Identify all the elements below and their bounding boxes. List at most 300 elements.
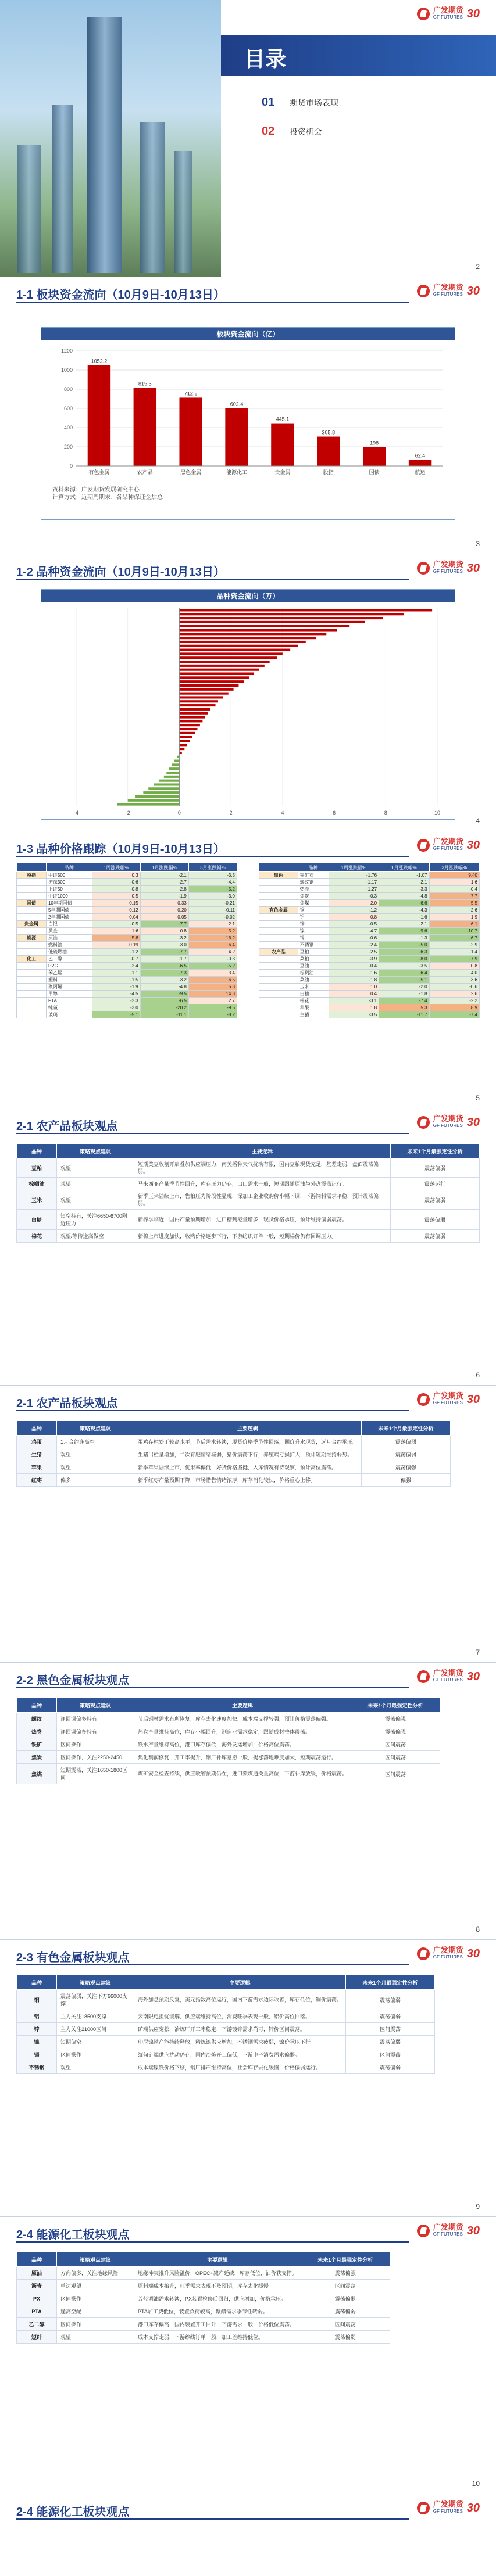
- column-header: 未来1个月最强定性分析: [346, 1975, 435, 1990]
- change-cell: -5.1: [379, 977, 429, 984]
- table-row: [17, 2318, 390, 2331]
- logic-cell: 矿端供应宽松，冶炼厂开工率稳定，下游镀锌需求尚可，锌价区间震荡。: [134, 2023, 346, 2036]
- chart-title: 品种资金流向（万）: [41, 590, 455, 602]
- slide-title: 2-2 黑色金属板块观点: [16, 1674, 130, 1687]
- change-cell: 5.3: [188, 984, 237, 991]
- change-cell: -11.7: [379, 1011, 429, 1018]
- toc-label: 投资机会: [289, 127, 322, 137]
- group-cell: 国债: [17, 900, 47, 907]
- group-cell: [17, 949, 47, 956]
- logic-cell: 生猪出栏量增加，二次育肥情绪减弱，猪价震荡下行，养殖端亏损扩大，预计短期维持弱势。: [134, 1448, 362, 1461]
- column-header: 主要逻辑: [134, 2252, 301, 2267]
- product-cell: 纯碱: [46, 1004, 92, 1011]
- column-header: 未来1个月最强定性分析: [301, 2252, 390, 2267]
- change-cell: 2.6: [429, 991, 479, 998]
- slide-title: 1-2 品种资金流向（10月9日-10月13日）: [16, 566, 225, 579]
- y-tick-label: 200: [63, 444, 73, 450]
- table-row: [17, 1461, 451, 1474]
- logo-mark-icon: [417, 8, 430, 20]
- logic-cell: 港口库存偏高，国内装置开工回升，下游需求一般，价格低位震荡。: [134, 2318, 301, 2331]
- change-cell: 5.5: [429, 900, 479, 907]
- category-cell: 不锈钢: [17, 2061, 57, 2074]
- strategy-cell: 区间操作: [57, 2292, 134, 2305]
- bar: [317, 437, 340, 466]
- change-cell: 0.8: [140, 928, 188, 935]
- group-cell: 有色金属: [259, 907, 298, 914]
- category-cell: 镍: [17, 2036, 57, 2048]
- change-cell: -7.3: [140, 970, 188, 977]
- slide-agri-2: [0, 1386, 496, 1663]
- change-cell: 7.7: [429, 893, 479, 900]
- bar: [143, 791, 179, 794]
- bar: [363, 447, 386, 466]
- change-cell: 0.5: [92, 893, 140, 900]
- opinion-table: [16, 1975, 435, 2074]
- brand-cn: 广发期货: [433, 1946, 463, 1954]
- outlook-cell: 震荡偏弱: [391, 1190, 480, 1210]
- strategy-cell: 单边观望: [57, 2280, 134, 2292]
- bar: [271, 424, 294, 466]
- bar: [179, 688, 233, 691]
- change-cell: -2.9: [429, 942, 479, 949]
- group-cell: 黑色: [259, 872, 298, 879]
- data-label: 62.4: [415, 453, 426, 459]
- price-table-left: [16, 863, 237, 1018]
- bar: [179, 637, 316, 639]
- bar: [179, 641, 305, 643]
- toc-label: 期货市场表现: [289, 98, 338, 107]
- outlook-cell: 震荡偏强: [351, 1713, 440, 1725]
- category-cell: 豆粕: [17, 1158, 57, 1178]
- strategy-cell: 震荡偏弱，关注下方66000支撑: [57, 1990, 134, 2010]
- change-cell: -1.9: [140, 893, 188, 900]
- product-cell: 焦炭: [298, 893, 329, 900]
- y-tick-label: 1000: [60, 367, 73, 373]
- change-cell: 0.20: [140, 907, 188, 914]
- slide-header: [0, 554, 496, 582]
- table-row: [17, 970, 237, 977]
- group-cell: 化工: [17, 956, 47, 963]
- product-cell: 白银: [46, 921, 92, 928]
- city-skyline-photo: [0, 0, 221, 277]
- group-cell: [259, 921, 298, 928]
- strategy-cell: 区间操作: [57, 1738, 134, 1751]
- change-cell: -5.2: [188, 886, 237, 893]
- group-cell: [17, 942, 47, 949]
- brand-cn: 广发期货: [433, 283, 463, 292]
- table-row: [17, 935, 237, 942]
- change-cell: -1.76: [329, 872, 379, 879]
- opinion-table: [16, 1420, 451, 1487]
- toc-item-2[interactable]: [262, 125, 322, 138]
- x-tick-label: -2: [125, 810, 130, 816]
- strategy-cell: 方向偏多，关注地缘风险: [57, 2267, 134, 2280]
- change-cell: 2.7: [188, 998, 237, 1004]
- column-header: 品种: [298, 863, 329, 872]
- change-cell: -3.5: [379, 963, 429, 970]
- slide-header: [0, 1940, 496, 1968]
- strategy-cell: 观望: [57, 2331, 134, 2344]
- strategy-cell: 观望: [57, 1448, 134, 1461]
- change-cell: -0.6: [92, 879, 140, 886]
- slide-header: [0, 2494, 496, 2522]
- change-cell: -8.0: [379, 956, 429, 963]
- bar: [179, 716, 205, 719]
- logic-cell: 新季红枣产量预期下降，市场惜售情绪浓厚，库存消化较快，价格重心上移。: [134, 1474, 362, 1487]
- group-cell: [259, 963, 298, 970]
- table-header-row: [17, 863, 237, 872]
- table-row: [17, 886, 237, 893]
- column-header: 1周涨跌幅%: [329, 863, 379, 872]
- change-cell: -2.0: [379, 984, 429, 991]
- strategy-cell: 观望: [57, 1190, 134, 1210]
- column-header: 主要逻辑: [134, 1698, 351, 1713]
- table-row: [259, 879, 480, 886]
- change-cell: -4.0: [429, 970, 479, 977]
- slide-black: [0, 1663, 496, 1940]
- y-tick-label: 400: [63, 425, 73, 430]
- table-row: [259, 928, 480, 935]
- anniversary-mark: 30: [466, 1947, 480, 1960]
- table-row: [17, 2267, 390, 2280]
- bar: [179, 617, 383, 619]
- product-cell: 沪深300: [46, 879, 92, 886]
- category-cell: 棉花: [17, 1230, 57, 1243]
- slide-agri-1: [0, 1108, 496, 1386]
- change-cell: 0.3: [92, 872, 140, 879]
- group-cell: [259, 928, 298, 935]
- change-cell: -1.8: [379, 991, 429, 998]
- group-cell: [259, 935, 298, 942]
- change-cell: -1.7: [140, 956, 188, 963]
- category-cell: 铜: [17, 1990, 57, 2010]
- outlook-cell: 震荡偏弱: [391, 1210, 480, 1230]
- logo-mark-icon: [417, 562, 430, 575]
- change-cell: -3.6: [429, 977, 479, 984]
- change-cell: 8.9: [429, 1004, 479, 1011]
- change-cell: 16.2: [188, 935, 237, 942]
- change-cell: -0.6: [429, 984, 479, 991]
- change-cell: -2.8: [140, 886, 188, 893]
- change-cell: -4.8: [140, 984, 188, 991]
- x-tick-label: 能源化工: [226, 469, 248, 475]
- outlook-cell: 震荡偏弱: [346, 2010, 435, 2023]
- change-cell: -11.1: [140, 1011, 188, 1018]
- data-label: 445.1: [276, 416, 290, 422]
- change-cell: -1.2: [92, 949, 140, 956]
- category-cell: 短纤: [17, 2331, 57, 2344]
- bar: [179, 740, 190, 742]
- change-cell: -5.1: [92, 1011, 140, 1018]
- bar: [179, 649, 290, 651]
- logo-mark-icon: [417, 285, 430, 297]
- change-cell: -6.5: [140, 963, 188, 970]
- strategy-cell: 观望: [57, 1178, 134, 1190]
- table-row: [17, 1230, 480, 1243]
- change-cell: -7.7: [140, 921, 188, 928]
- table-row: [17, 907, 237, 914]
- toc-item-1[interactable]: [262, 96, 338, 109]
- bar: [179, 752, 181, 754]
- bar: [179, 712, 208, 715]
- bar: [179, 633, 326, 635]
- table-row: [17, 921, 237, 928]
- opinion-table: [16, 1698, 440, 1784]
- product-cell: 棉花: [298, 998, 329, 1004]
- table-row: [17, 977, 237, 984]
- note-line: 计算方式：近期周期末、各品种保证金加总: [52, 494, 163, 501]
- table-row: [17, 1436, 451, 1448]
- bar: [166, 772, 179, 774]
- group-cell: [17, 998, 47, 1004]
- change-cell: -4.8: [379, 893, 429, 900]
- bar: [179, 680, 244, 683]
- change-cell: 0.12: [92, 907, 140, 914]
- logic-cell: 新棉上市进度加快，收购价格逐步下行，下游纺织订单一般，短期棉价仍有回调压力。: [134, 1230, 391, 1243]
- change-cell: -4.7: [329, 928, 379, 935]
- bar: [179, 736, 192, 738]
- table-row: [17, 1448, 451, 1461]
- bar: [179, 645, 298, 647]
- column-header: 3月涨跌幅%: [429, 863, 479, 872]
- bar: [154, 783, 179, 785]
- product-cell: 聚丙烯: [46, 984, 92, 991]
- outlook-cell: 震荡偏强: [362, 1461, 451, 1474]
- table-header-row: [259, 863, 480, 872]
- table-row: [259, 1004, 480, 1011]
- group-cell: [17, 970, 47, 977]
- toc-heading: 目录: [244, 47, 287, 71]
- table-header-row: [17, 2252, 390, 2267]
- logic-cell: 焦化利润修复，开工率提升，钢厂补库意愿一般，提涨落地难度加大，短期震荡运行。: [134, 1751, 351, 1764]
- table-row: [17, 1725, 440, 1738]
- strategy-cell: 观望: [57, 1461, 134, 1474]
- change-cell: 1.6: [92, 928, 140, 935]
- product-cell: 低硫燃油: [46, 949, 92, 956]
- page-number: 9: [476, 2202, 480, 2211]
- group-cell: [259, 886, 298, 893]
- logic-cell: 成本支撑走弱，下游纱线订单一般，加工差维持低位。: [134, 2331, 301, 2344]
- data-label: 305.8: [322, 429, 336, 436]
- column-header: 品种: [17, 1144, 57, 1158]
- product-cell: 甲醇: [46, 991, 92, 998]
- brand-en: GF FUTURES: [433, 1400, 463, 1405]
- table-row: [259, 984, 480, 991]
- brand-cn: 广发期货: [433, 1114, 463, 1123]
- logic-cell: 新季苹果陆续上市，优果率偏低，好货价格坚挺，入库情况有待观察，预计高位震荡。: [134, 1461, 362, 1474]
- table-row: [17, 893, 237, 900]
- x-tick-label: 10: [434, 810, 441, 816]
- table-row: [17, 1158, 480, 1178]
- category-cell: 螺纹: [17, 1713, 57, 1725]
- slide-sector-flow: [0, 277, 496, 554]
- change-cell: 1.0: [329, 984, 379, 991]
- x-tick-label: 黑色金属: [180, 469, 202, 475]
- toc-num: 01: [262, 96, 275, 109]
- group-cell: 能源: [17, 935, 47, 942]
- category-cell: 鸡蛋: [17, 1436, 57, 1448]
- brand-logo: [417, 283, 480, 299]
- strategy-cell: 短期震荡，关注1650-1800区间: [57, 1764, 134, 1784]
- change-cell: 6.5: [188, 977, 237, 984]
- anniversary-mark: 30: [466, 1393, 480, 1406]
- bar: [169, 767, 180, 770]
- product-cell: 中证1000: [46, 893, 92, 900]
- table-row: [259, 998, 480, 1004]
- product-cell: 锌: [298, 921, 329, 928]
- table-row: [259, 977, 480, 984]
- logic-cell: 地缘冲突推升风险溢价，OPEC+减产延续，库存低位，油价获支撑。: [134, 2267, 301, 2280]
- brand-cn: 广发期货: [433, 1669, 463, 1677]
- anniversary-mark: 30: [466, 1115, 480, 1129]
- table-row: [17, 991, 237, 998]
- opinion-table: [16, 1143, 480, 1243]
- bar: [179, 708, 210, 711]
- logic-cell: 新季玉米陆续上市，售粮压力阶段性显现，深加工企业收购价小幅下调，下游饲料需求平稳，预计震荡偏弱。: [134, 1190, 391, 1210]
- bar: [88, 365, 110, 466]
- category-cell: 焦炭: [17, 1751, 57, 1764]
- product-cell: 铁矿石: [298, 872, 329, 879]
- bar: [179, 625, 349, 627]
- logo-mark-icon: [417, 1947, 430, 1960]
- column-header: 主要逻辑: [134, 1421, 362, 1436]
- data-label: 198: [370, 440, 379, 446]
- column-header: [17, 863, 47, 872]
- x-tick-label: 国债: [369, 469, 380, 475]
- bar: [179, 744, 187, 746]
- outlook-cell: 区间震荡: [351, 1738, 440, 1751]
- change-cell: -1.6: [329, 970, 379, 977]
- logic-cell: 煤矿安全检查持续，供应收缩预期仍在，进口蒙煤通关量高位，下游补库放缓，价格震荡。: [134, 1764, 351, 1784]
- change-cell: -2.2: [429, 998, 479, 1004]
- change-cell: -2.4: [329, 942, 379, 949]
- slide-header: [0, 1108, 496, 1136]
- product-cell: 豆油: [298, 963, 329, 970]
- change-cell: -1.6: [379, 914, 429, 921]
- logo-mark-icon: [417, 1393, 430, 1406]
- outlook-cell: 震荡偏弱: [391, 1158, 480, 1178]
- change-cell: -2.1: [379, 879, 429, 886]
- change-cell: -6.7: [429, 935, 479, 942]
- table-row: [259, 886, 480, 893]
- outlook-cell: 区间震荡: [346, 2048, 435, 2061]
- change-cell: -2.6: [429, 907, 479, 914]
- change-cell: -3.3: [379, 886, 429, 893]
- slide-header: [0, 1663, 496, 1691]
- change-cell: -7.4: [379, 998, 429, 1004]
- slide-energy-2: [0, 2494, 496, 2576]
- table-row: [17, 956, 237, 963]
- logic-cell: 海外加息预期反复，美元指数高位运行，国内下游需求边际改善，库存低位，铜价震荡。: [134, 1990, 346, 2010]
- logic-cell: 芳烃调油需求转淡，PX装置检修后回归，供应增加，价格承压。: [134, 2292, 301, 2305]
- product-cell: 上证50: [46, 886, 92, 893]
- outlook-cell: 区间震荡: [346, 2023, 435, 2036]
- table-row: [259, 935, 480, 942]
- price-table-right: [259, 863, 480, 1018]
- y-tick-label: 600: [63, 406, 73, 411]
- change-cell: 1.8: [329, 1004, 379, 1011]
- brand-en: GF FUTURES: [433, 569, 463, 574]
- bar: [135, 795, 179, 798]
- product-cell: 苯乙烯: [46, 970, 92, 977]
- bar: [179, 652, 282, 655]
- x-tick-label: 航运: [415, 469, 426, 475]
- column-header: 品种: [17, 1975, 57, 1990]
- product-cell: 焦煤: [298, 900, 329, 907]
- table-row: [259, 921, 480, 928]
- table-row: [17, 1190, 480, 1210]
- brand-en: GF FUTURES: [433, 1123, 463, 1128]
- outlook-cell: 震荡偏弱: [362, 1436, 451, 1448]
- table-row: [17, 1210, 480, 1230]
- column-header: [259, 863, 298, 872]
- chart-title: 板块资金流向（亿）: [41, 328, 455, 340]
- bar: [179, 629, 337, 631]
- change-cell: -7.9: [429, 956, 479, 963]
- slide-header: [0, 277, 496, 305]
- product-cell: 10年期国债: [46, 900, 92, 907]
- slide-metals: [0, 1940, 496, 2217]
- toc-num: 02: [262, 125, 275, 138]
- anniversary-mark: 30: [466, 284, 480, 297]
- bar: [179, 621, 365, 623]
- anniversary-mark: 30: [466, 7, 480, 20]
- column-header: 主要逻辑: [134, 1975, 346, 1990]
- change-cell: 5.8: [92, 935, 140, 942]
- group-cell: [259, 977, 298, 984]
- strategy-cell: 1月合约逢高空: [57, 1436, 134, 1448]
- category-cell: 白糖: [17, 1210, 57, 1230]
- change-cell: 3.4: [188, 970, 237, 977]
- group-cell: [17, 991, 47, 998]
- bar: [179, 704, 215, 706]
- brand-logo: [417, 1114, 480, 1131]
- change-cell: 14.3: [188, 991, 237, 998]
- table-row: [17, 1178, 480, 1190]
- product-cell: 黄金: [46, 928, 92, 935]
- page-number: 10: [472, 2480, 480, 2488]
- brand-cn: 广发期货: [433, 2223, 463, 2231]
- table-row: [17, 1713, 440, 1725]
- change-cell: -6.5: [140, 998, 188, 1004]
- column-header: 策略观点建议: [57, 2252, 134, 2267]
- group-cell: [259, 1004, 298, 1011]
- data-label: 815.3: [138, 381, 152, 387]
- product-cell: 2年期国债: [46, 914, 92, 921]
- product-cell: 豆粕: [298, 949, 329, 956]
- chart-source-note: [52, 486, 163, 501]
- bar: [177, 756, 179, 758]
- group-cell: [17, 886, 47, 893]
- category-cell: 苹果: [17, 1461, 57, 1474]
- x-tick-label: -4: [73, 810, 79, 816]
- column-header: 未来1个月最强定性分析: [351, 1698, 440, 1713]
- category-cell: 铁矿: [17, 1738, 57, 1751]
- category-cell: 焦煤: [17, 1764, 57, 1784]
- change-cell: -2.7: [140, 879, 188, 886]
- category-cell: 红枣: [17, 1474, 57, 1487]
- outlook-cell: 震荡偏弱: [362, 1448, 451, 1461]
- change-cell: -3.0: [92, 1004, 140, 1011]
- change-cell: 0.8: [429, 963, 479, 970]
- slide-header: [0, 1386, 496, 1413]
- column-header: 未来1个月最强定性分析: [362, 1421, 451, 1436]
- product-cell: 不锈钢: [298, 942, 329, 949]
- column-header: 主要逻辑: [134, 1144, 391, 1158]
- x-tick-label: 0: [177, 810, 181, 816]
- slide-title: 2-1 农产品板块观点: [16, 1120, 118, 1133]
- bar: [179, 656, 277, 659]
